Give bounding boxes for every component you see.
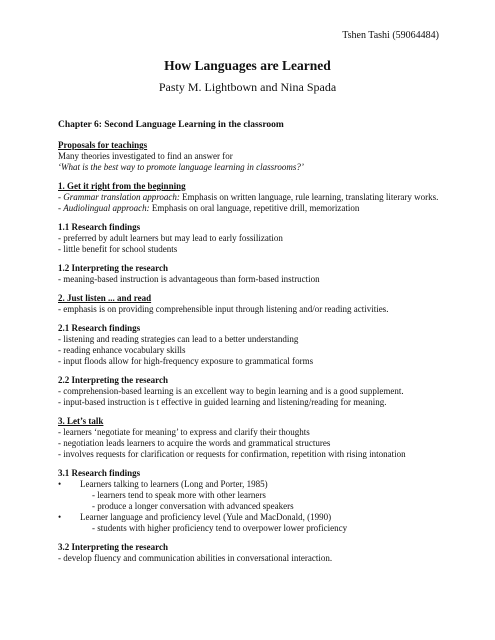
sub-item-text: - learners tend to speak more with other learners xyxy=(92,490,266,500)
section-heading: 2.1 Research findings xyxy=(58,323,141,333)
section-heading: 2. Just listen ... and read xyxy=(58,293,152,303)
item-text: Emphasis on written language, rule learning, translating literary works. xyxy=(179,192,439,202)
list-item: - input-based instruction is t effective in guided learning and listening/reading for meaning. xyxy=(58,397,387,407)
list-item: - emphasis is on providing comprehensible input through listening and/or reading activities. xyxy=(58,304,389,314)
list-item: - reading enhance vocabulary skills xyxy=(58,345,186,355)
bullet-item xyxy=(58,479,443,490)
section-3-2 xyxy=(58,542,443,564)
section-3-1 xyxy=(58,468,443,534)
section-1-1 xyxy=(58,222,443,255)
item-text: Emphasis on oral language, repetitive drill, memorization xyxy=(149,203,360,213)
list-item: - involves requests for clarification or requests for confirmation, repetition with rising intonation xyxy=(58,449,406,459)
body-line: ‘What is the best way to promote language learning in classrooms?’ xyxy=(58,162,304,172)
document-body xyxy=(58,120,443,572)
sub-item xyxy=(58,490,443,501)
section-heading: Proposals for teachings xyxy=(58,140,148,150)
list-item: - little benefit for school students xyxy=(58,244,178,254)
bullet-text: Learners talking to learners (Long and Porter, 1985) xyxy=(80,479,268,489)
section-heading: 1. Get it right from the beginning xyxy=(58,181,186,191)
item-label: Grammar translation approach: xyxy=(63,192,180,202)
list-item: - negotiation leads learners to acquire the words and grammatical structures xyxy=(58,438,331,448)
chapter-heading: Chapter 6: Second Language Learning in the classroom xyxy=(58,120,284,130)
document-authors: Pasty M. Lightbown and Nina Spada xyxy=(158,80,337,94)
section-2 xyxy=(58,293,443,315)
list-item: - learners ‘negotiate for meaning’ to express and clarify their thoughts xyxy=(58,427,310,437)
list-item: - develop fluency and communication abilities in conversational interaction. xyxy=(58,553,333,563)
body-line: Many theories investigated to find an answer for xyxy=(58,151,233,161)
sub-item xyxy=(58,523,443,534)
list-item: - listening and reading strategies can lead to a better understanding xyxy=(58,334,299,344)
list-item: - comprehension-based learning is an excellent way to begin learning and is a good supplement. xyxy=(58,386,404,396)
sub-item-text: - students with higher proficiency tend to overpower lower proficiency xyxy=(92,523,348,533)
bullet-icon: • xyxy=(58,479,62,489)
list-item: - preferred by adult learners but may lead to early fossilization xyxy=(58,233,283,243)
item-label: Audiolingual approach: xyxy=(63,203,150,213)
list-item xyxy=(58,203,443,214)
list-item: - input floods allow for high-frequency exposure to grammatical forms xyxy=(58,356,314,366)
section-3 xyxy=(58,416,443,460)
dash: - xyxy=(58,192,64,202)
section-1 xyxy=(58,181,443,214)
dash: - xyxy=(58,203,64,213)
sub-item xyxy=(58,501,443,512)
section-heading: 3.2 Interpreting the research xyxy=(58,542,168,552)
section-heading: 2.2 Interpreting the research xyxy=(58,375,168,385)
section-heading: 3.1 Research findings xyxy=(58,468,141,478)
bullet-icon: • xyxy=(58,512,62,522)
author-id: Tshen Tashi (59064484) xyxy=(342,30,439,41)
section-proposals xyxy=(58,140,443,173)
section-heading: 3. Let’s talk xyxy=(58,416,104,426)
sub-item-text: - produce a longer conversation with advanced speakers xyxy=(92,501,294,511)
document-title: How Languages are Learned xyxy=(164,58,331,73)
list-item xyxy=(58,192,443,203)
section-2-2 xyxy=(58,375,443,408)
section-heading: 1.2 Interpreting the research xyxy=(58,263,168,273)
list-item: - meaning-based instruction is advantageous than form-based instruction xyxy=(58,274,320,284)
section-2-1 xyxy=(58,323,443,367)
section-heading: 1.1 Research findings xyxy=(58,222,141,232)
bullet-text: Learner language and proficiency level (Yule and MacDonald, (1990) xyxy=(80,512,332,522)
section-1-2 xyxy=(58,263,443,285)
bullet-item xyxy=(58,512,443,523)
